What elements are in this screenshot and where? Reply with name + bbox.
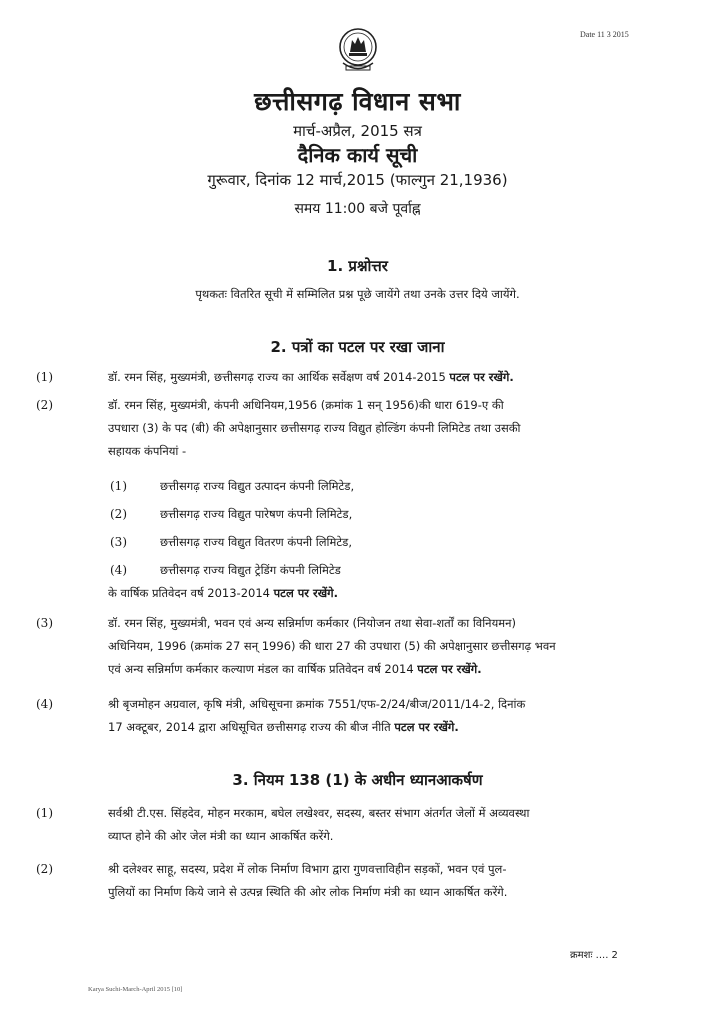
list-item (108, 612, 678, 681)
time-line: समय 11:00 बजे पूर्वाह्न (294, 201, 421, 217)
section-1-heading: 1. प्रश्नोत्तर (327, 257, 388, 275)
state-emblem-icon (335, 26, 381, 74)
item-text: डॉ. रमन सिंह, मुख्यमंत्री, भवन एवं अन्य सन्निर्माण कर्मकार (नियोजन तथा सेवा-शर्तों का विनियमन) (108, 616, 516, 630)
section-2-heading: 2. पत्रों का पटल पर रखा जाना (270, 338, 445, 356)
subitem-number: (4) (110, 563, 127, 577)
subitem-text: छत्तीसगढ़ राज्य विद्युत वितरण कंपनी लिमिटेड, (160, 535, 352, 549)
continuation-note: क्रमशः .... 2 (570, 950, 618, 961)
section-1-text: पृथकतः वितरित सूची में सम्मिलित प्रश्न पूछे जायेंगे तथा उनके उत्तर दिये जायेंगे. (195, 287, 520, 301)
item-action: पटल पर रखेंगे. (394, 720, 459, 734)
item-text: श्री दलेश्वर साहू, सदस्य, प्रदेश में लोक निर्माण विभाग द्वारा गुणवत्ताविहीन सड़कों, भवन एवं पुल- (108, 862, 507, 876)
item-number: (1) (36, 370, 53, 384)
item-number: (3) (36, 616, 53, 630)
item-text: अधिनियम, 1996 (क्रमांक 27 सन् 1996) की धारा 27 की उपधारा (5) की अपेक्षानुसार छत्तीसगढ़ भवन (108, 639, 556, 653)
item-action: पटल पर रखेंगे. (449, 370, 514, 384)
list-item (108, 802, 678, 848)
item-text: व्याप्त होने की ओर जेल मंत्री का ध्यान आकर्षित करेंगे. (108, 829, 334, 843)
item-text: डॉ. रमन सिंह, मुख्यमंत्री, कंपनी अधिनियम,1956 (क्रमांक 1 सन् 1956)की धारा 619-ए की (108, 398, 504, 412)
item-text: पुलियों का निर्माण किये जाने से उत्पन्न स्थिति की ओर लोक निर्माण मंत्री का ध्यान आकर्षित करेंगे. (108, 885, 508, 899)
date-line: गुरूवार, दिनांक 12 मार्च,2015 (फाल्गुन 21,1936) (207, 171, 508, 189)
item-number: (1) (36, 806, 53, 820)
session-title: मार्च-अप्रैल, 2015 सत्र (293, 122, 422, 140)
item-action: पटल पर रखेंगे. (417, 662, 482, 676)
file-reference: Karya Suchi-March-April 2015 [10] (88, 986, 183, 993)
subitem-number: (1) (110, 479, 127, 493)
list-item (108, 366, 668, 389)
item-text: श्री बृजमोहन अग्रवाल, कृषि मंत्री, अधिसूचना क्रमांक 7551/एफ-2/24/बीज/2011/14-2, दिनांक (108, 697, 526, 711)
subitem-text: छत्तीसगढ़ राज्य विद्युत ट्रेडिंग कंपनी लिमिटेड (160, 563, 341, 577)
subitem-text: छत्तीसगढ़ राज्य विद्युत पारेषण कंपनी लिमिटेड, (160, 507, 353, 521)
item-number: (4) (36, 697, 53, 711)
assembly-name: छत्तीसगढ़ विधान सभा (254, 87, 461, 116)
item-text: के वार्षिक प्रतिवेदन वर्ष 2013-2014 (108, 586, 270, 600)
subitem-number: (2) (110, 507, 127, 521)
list-item (108, 394, 668, 463)
item-closing (108, 582, 338, 605)
item-text: एवं अन्य सन्निर्माण कर्मकार कल्याण मंडल का वार्षिक प्रतिवेदन वर्ष 2014 (108, 662, 414, 676)
agenda-title: दैनिक कार्य सूची (297, 143, 418, 167)
date-stamp: Date 11 3 2015 (580, 30, 629, 39)
item-text: सर्वश्री टी.एस. सिंहदेव, मोहन मरकाम, बघेल लखेश्वर, सदस्य, बस्तर संभाग अंतर्गत जेलों में अव्यवस्था (108, 806, 530, 820)
item-text: डॉ. रमन सिंह, मुख्यमंत्री, छत्तीसगढ़ राज्य का आर्थिक सर्वेक्षण वर्ष 2014-2015 (108, 370, 446, 384)
item-number: (2) (36, 398, 53, 412)
subitem-number: (3) (110, 535, 127, 549)
item-number: (2) (36, 862, 53, 876)
section-3-heading: 3. नियम 138 (1) के अधीन ध्यानआकर्षण (232, 771, 483, 789)
item-text: सहायक कंपनियां - (108, 444, 187, 458)
item-text: उपधारा (3) के पद (बी) की अपेक्षानुसार छत्तीसगढ़ राज्य विद्युत होल्डिंग कंपनी लिमिटेड तथा उसकी (108, 421, 521, 435)
item-action: पटल पर रखेंगे. (273, 586, 338, 600)
item-text: 17 अक्टूबर, 2014 द्वारा अधिसूचित छत्तीसगढ़ राज्य की बीज नीति (108, 720, 391, 734)
list-item (108, 693, 678, 739)
list-item (108, 858, 678, 904)
subitem-text: छत्तीसगढ़ राज्य विद्युत उत्पादन कंपनी लिमिटेड, (160, 479, 355, 493)
